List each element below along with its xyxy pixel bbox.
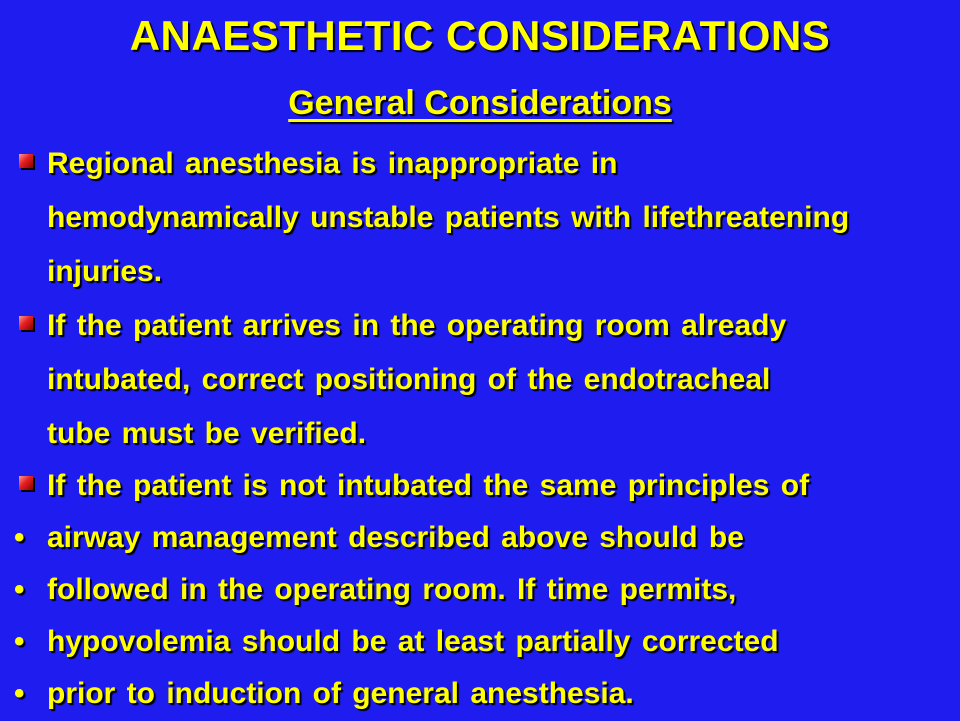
bullet-line bbox=[0, 353, 960, 407]
dot-bullet-icon: • bbox=[14, 521, 25, 554]
bullet-text: tube must be verified. bbox=[47, 417, 367, 450]
bullet-text: prior to induction of general anesthesia. bbox=[47, 677, 634, 710]
square-bullet-icon bbox=[19, 316, 33, 330]
dot-bullet-icon: • bbox=[14, 677, 25, 710]
dot-bullet-icon: • bbox=[14, 625, 25, 658]
bullet-line bbox=[0, 563, 960, 617]
bullet-line bbox=[0, 299, 960, 353]
bullet-line bbox=[0, 511, 960, 565]
bullet-text: hypovolemia should be at least partially corrected bbox=[47, 625, 779, 658]
bullet-text: airway management described above should be bbox=[47, 521, 744, 554]
slide-title: ANAESTHETIC CONSIDERATIONS bbox=[129, 12, 831, 59]
bullet-text: intubated, correct positioning of the endotracheal bbox=[47, 363, 771, 396]
bullet-text: If the patient arrives in the operating room already bbox=[47, 309, 787, 342]
bullet-line bbox=[0, 407, 960, 461]
bullet-text: hemodynamically unstable patients with lifethreatening bbox=[47, 201, 850, 234]
bullet-line bbox=[0, 245, 960, 299]
square-bullet-icon bbox=[19, 476, 33, 490]
bullet-line bbox=[0, 459, 960, 513]
bullet-text: followed in the operating room. If time permits, bbox=[47, 573, 737, 606]
dot-bullet-icon: • bbox=[14, 573, 25, 606]
slide-subtitle: General Considerations bbox=[288, 84, 672, 122]
bullet-text: If the patient is not intubated the same principles of bbox=[47, 469, 810, 502]
bullet-line bbox=[0, 137, 960, 191]
square-bullet-icon bbox=[19, 154, 33, 168]
bullet-line bbox=[0, 667, 960, 721]
bullet-line bbox=[0, 191, 960, 245]
bullet-text: Regional anesthesia is inappropriate in bbox=[47, 147, 618, 180]
bullet-text: injuries. bbox=[47, 255, 163, 288]
bullet-line bbox=[0, 615, 960, 669]
